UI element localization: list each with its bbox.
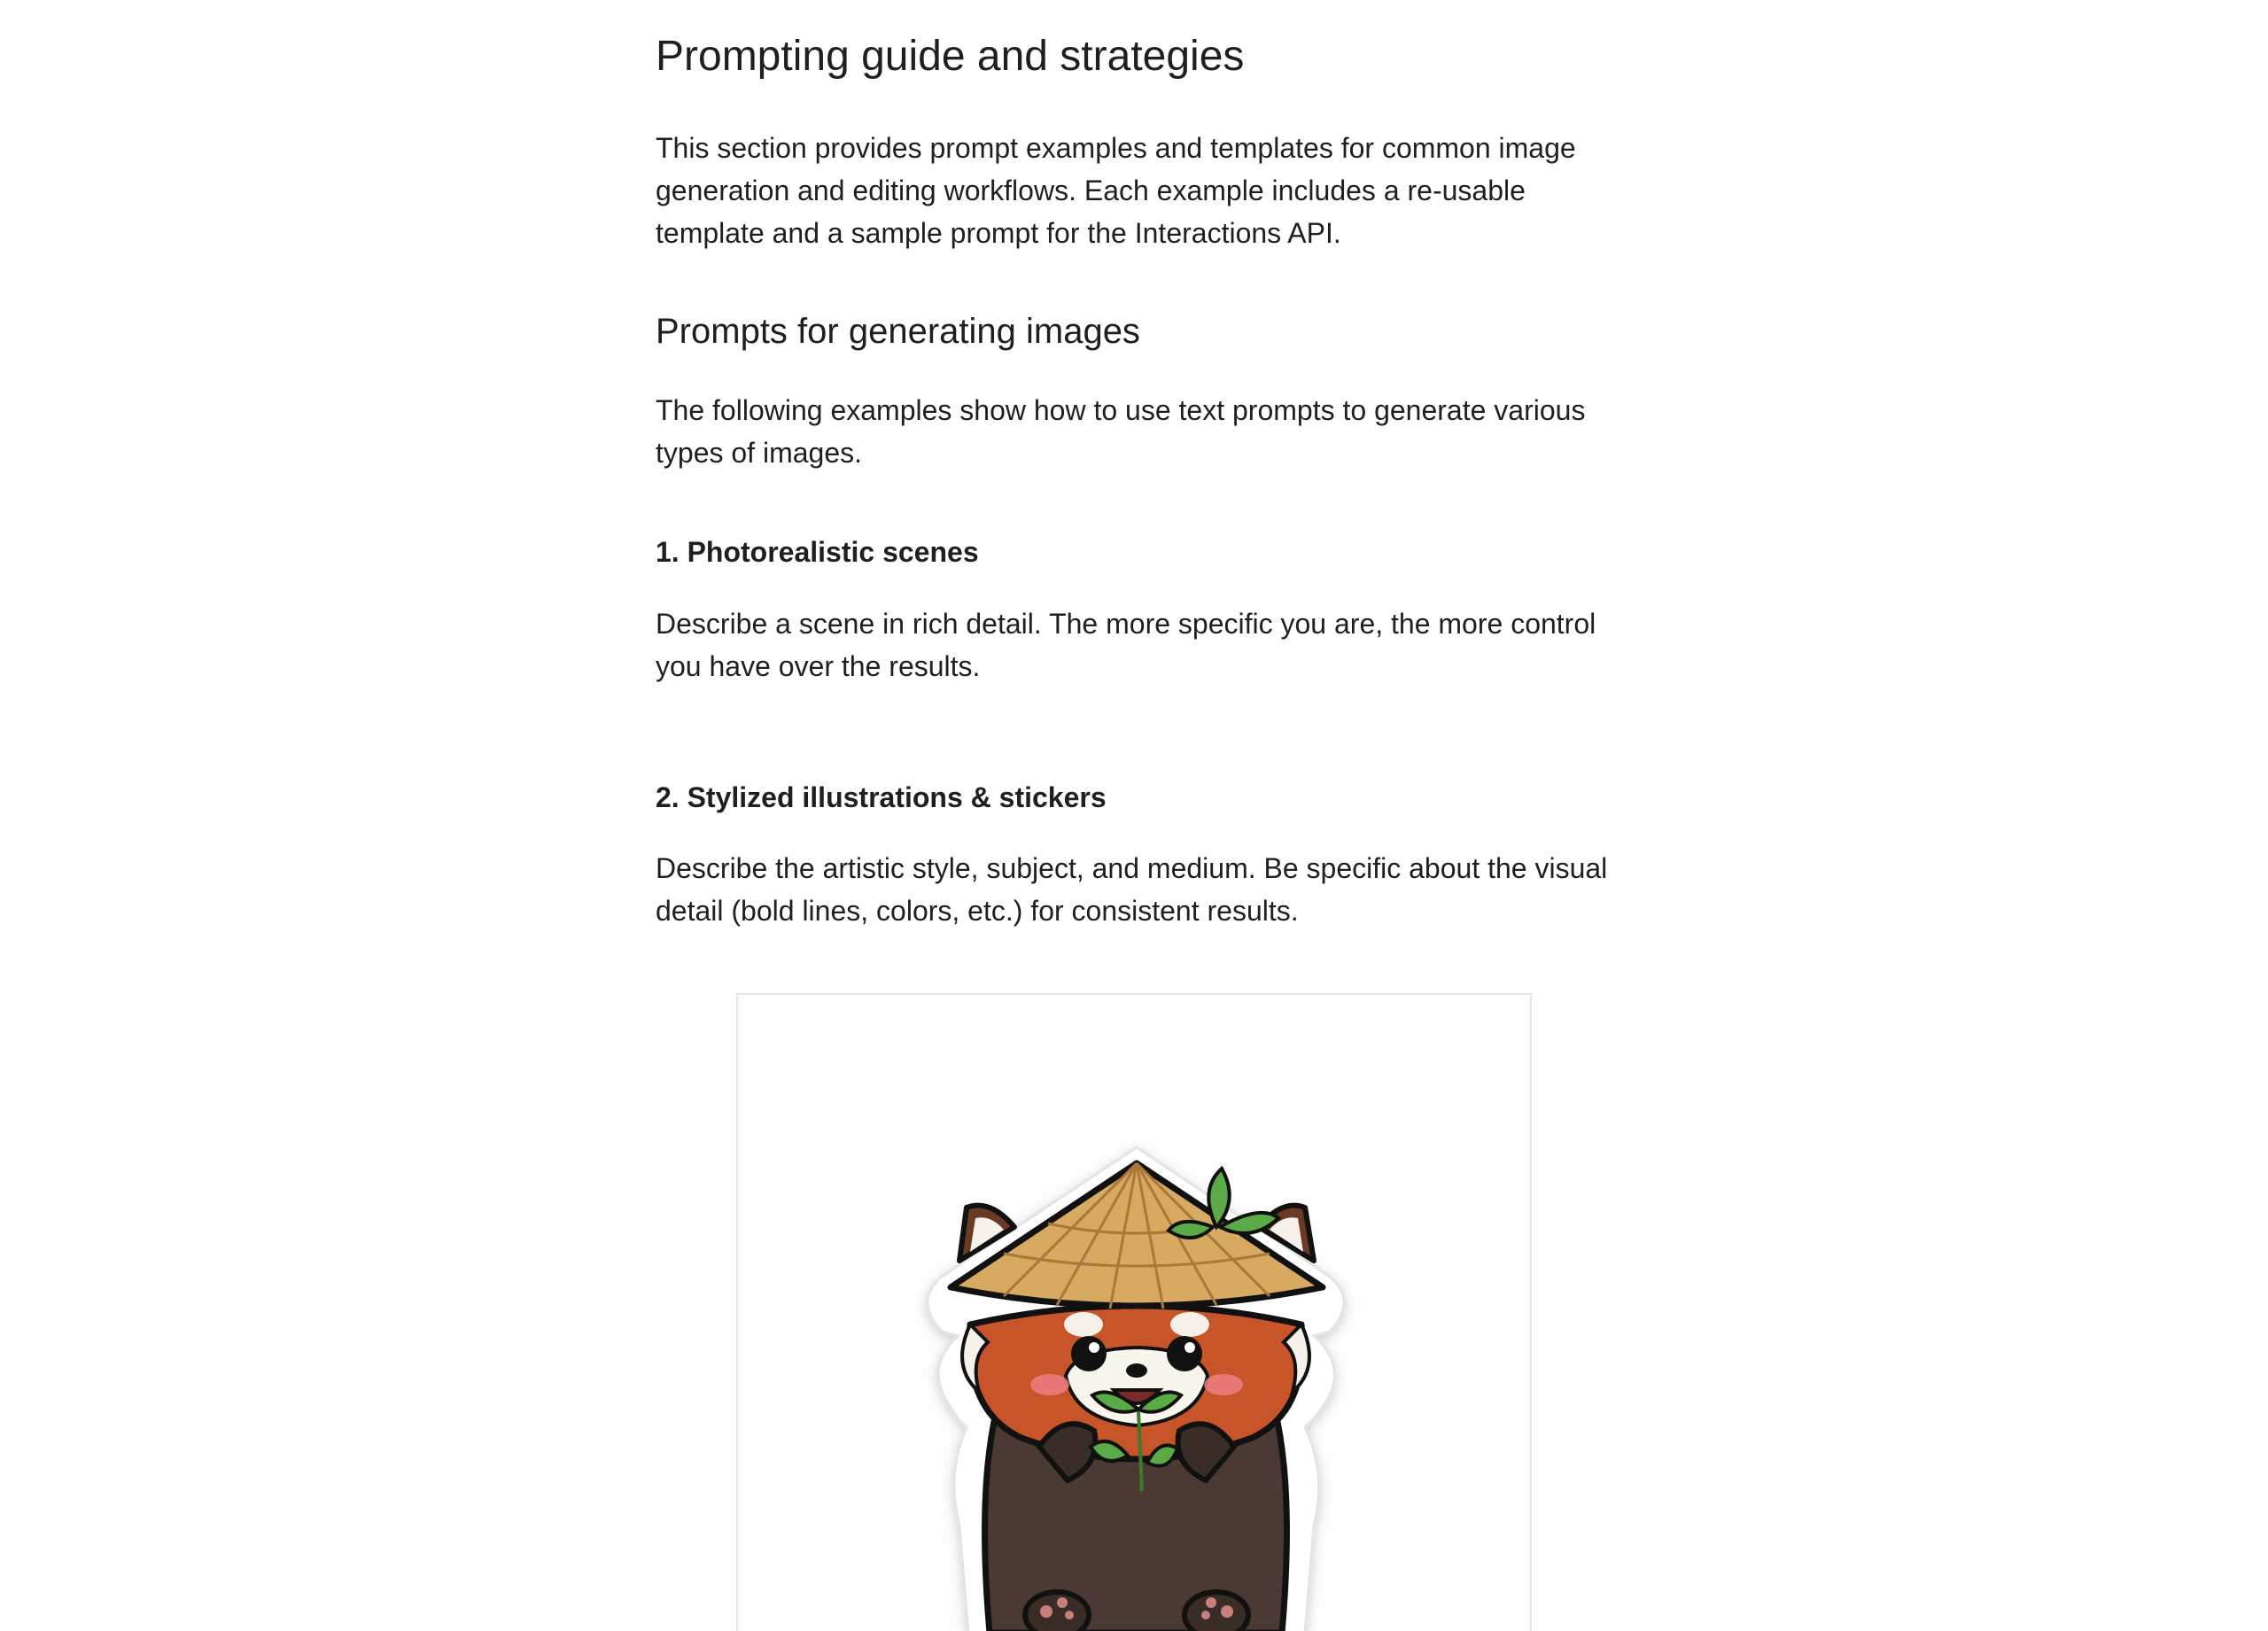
subsection-heading-photorealistic: 1. Photorealistic scenes [656, 536, 979, 568]
section-heading: Prompts for generating images [656, 312, 1140, 351]
subsection-description-photorealistic: Describe a scene in rich detail. The more specific you are, the more control you have over the results. [656, 608, 1596, 682]
section-intro: The following examples show how to use text prompts to generate various types of images. [656, 394, 1586, 469]
page-title: Prompting guide and strategies [656, 33, 1245, 80]
subsection-heading-stylized: 2. Stylized illustrations & stickers [656, 781, 1107, 813]
page-intro: This section provides prompt examples and templates for common image generation and editing workflows. Each example includes a re-usable template and a sample prompt for the Interactions API. [656, 132, 1576, 249]
example-image-frame [736, 993, 1532, 1631]
red-panda-sticker-image [738, 995, 1532, 1631]
subsection-description-stylized: Describe the artistic style, subject, and medium. Be specific about the visual detail (bold lines, colors, etc.) for consistent results. [656, 852, 1608, 927]
